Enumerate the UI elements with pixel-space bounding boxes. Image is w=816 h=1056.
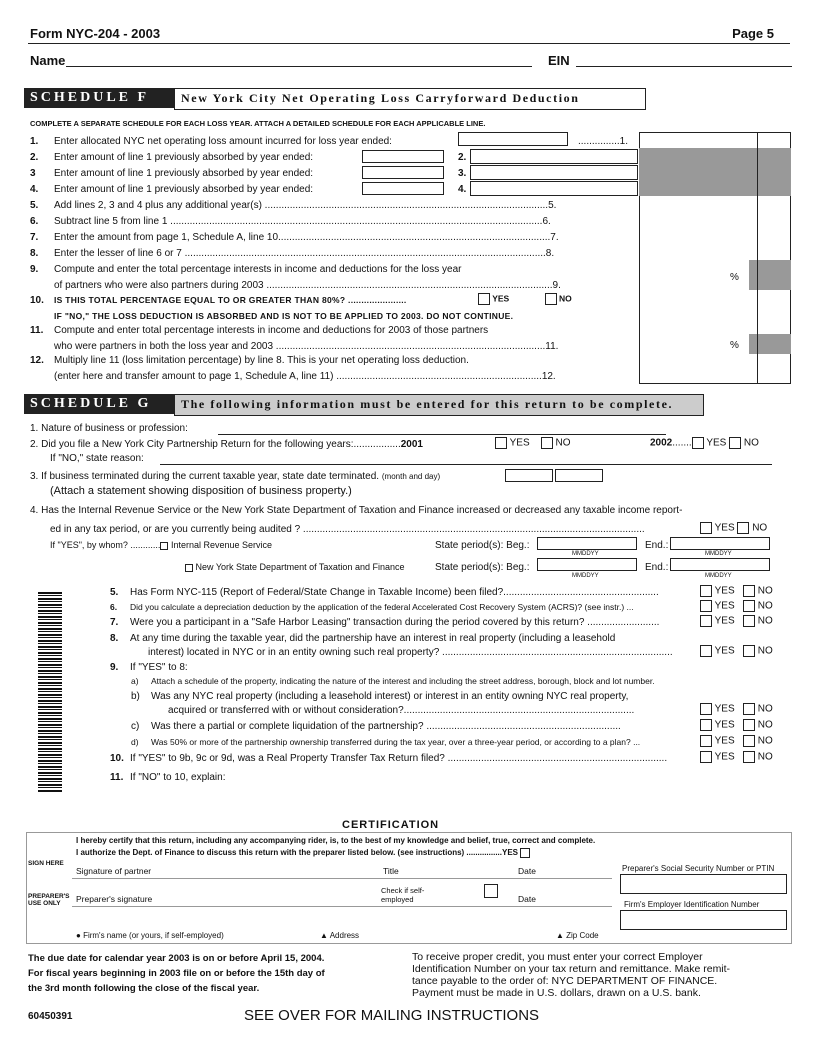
schedule-g-question: 9. If "YES" to 8:	[110, 662, 188, 673]
credit-text: To receive proper credit, you must enter your correct Employer Identification Number on your tax return and remittance. Make remit- tance payable to the order of: NYC DEPARTMENT OF FINANCE. Payment must be made in U.S. dollars, drawn on a U.S. bank.	[412, 951, 731, 999]
nys-checkbox[interactable]	[185, 564, 193, 572]
schedule-g-question: a) Attach a schedule of the property, indicating the nature of the interest and including the street address, borough, block and lot number.	[131, 676, 655, 686]
g-line-4b: ed in any tax period, or are you currently being audited ? ...........................................................................................................................	[50, 524, 645, 535]
end-date-1[interactable]	[670, 537, 770, 550]
g-line-2b: If "NO," state reason:	[50, 453, 144, 464]
schedule-g-question: d) Was 50% or more of the partnership ownership transferred during the tax year, over a three-year period, or according to a plan? ...	[131, 737, 641, 747]
schedule-f-line: 1. Enter allocated NYC net operating loss amount incurred for loss year ended: ...............1.	[30, 136, 629, 147]
yes-no-pair: YES NO	[700, 645, 773, 657]
authorize-yes-checkbox[interactable]	[520, 848, 530, 858]
nys-label: New York State Department of Taxation and Finance	[195, 562, 405, 572]
schedule-f-instructions: COMPLETE A SEPARATE SCHEDULE FOR EACH LOSS YEAR. ATTACH A DETAILED SCHEDULE FOR EACH APPLICABLE LINE.	[30, 119, 486, 128]
title-label: Title	[383, 866, 399, 876]
schedule-g-title: The following information must be entered for this return to be complete.	[174, 394, 704, 416]
schedule-g-question: b) Was any NYC real property (including a leasehold interest) or interest in an entity owning NYC real property,	[131, 691, 629, 702]
page-number: Page 5	[732, 26, 774, 41]
self-employed-label: Check if self-employed	[381, 886, 425, 904]
no-checkbox[interactable]	[743, 703, 755, 715]
schedule-f-line: 10. IS THIS TOTAL PERCENTAGE EQUAL TO OR GREATER THAN 80%? ...................... YES NO	[30, 293, 572, 306]
audit-no-checkbox[interactable]	[737, 522, 749, 534]
schedule-f-line: 11. Compute and enter total percentage interests in income and deductions for 2003 of those partners	[30, 325, 489, 336]
g-line-4: 4. Has the Internal Revenue Service or the New York State Department of Taxation and Finance increased or decreased any taxable income report-	[30, 505, 683, 516]
yes-checkbox[interactable]	[700, 719, 712, 731]
amount-box-2[interactable]	[470, 149, 638, 164]
schedule-g-question: 8. At any time during the taxable year, did the partnership have an interest in real property (including a leasehold	[110, 633, 616, 644]
yes-no-pair: YES NO	[700, 600, 773, 612]
schedule-f-line: who were partners in both the loss year and 2003 .................................................................................................11.	[54, 341, 559, 352]
cert-text-2: I authorize the Dept. of Finance to discuss this return with the preparer listed below. (see instructions) ................YES	[76, 848, 530, 858]
ein-label: EIN	[548, 53, 570, 68]
irs-label: Internal Revenue Service	[170, 540, 273, 550]
prep-sig-label: Preparer's signature	[76, 894, 153, 904]
beg-date-2[interactable]	[537, 558, 637, 571]
yes-no-pair: YES NO	[700, 703, 773, 715]
gray-block-9	[749, 260, 791, 290]
no-checkbox[interactable]	[743, 751, 755, 763]
no-checkbox[interactable]	[743, 585, 755, 597]
gray-block-11	[749, 334, 791, 354]
2002-yes-checkbox[interactable]	[692, 437, 704, 449]
yes-checkbox[interactable]	[700, 585, 712, 597]
schedule-g-question: 7. Were you a participant in a "Safe Harbor Leasing" transaction during the period covered by this return? ..........................	[110, 617, 660, 628]
fein-label: Firm's Employer Identification Number	[624, 900, 760, 909]
pct-11: %	[730, 340, 739, 351]
schedule-f-line: 5. Add lines 2, 3 and 4 plus any additional year(s) ......................................................................................................5.	[30, 200, 557, 211]
schedule-f-line: of partners who were also partners during 2003 .......................................................................................................9.	[54, 280, 561, 291]
name-label: Name	[30, 53, 66, 68]
g-line-3b: (Attach a statement showing disposition of business property.)	[50, 485, 352, 497]
no-checkbox[interactable]	[743, 735, 755, 747]
fein-box[interactable]	[620, 910, 787, 930]
schedule-f-line: 7. Enter the amount from page 1, Schedule A, line 10..................................................................................................7.	[30, 232, 559, 243]
year-box-3[interactable]	[362, 166, 444, 179]
schedule-f-title: New York City Net Operating Loss Carryforward Deduction	[174, 88, 646, 110]
g-line-1: 1. Nature of business or profession:	[30, 423, 188, 434]
term-day-box[interactable]	[555, 469, 603, 482]
address-label: ▲ Address	[320, 931, 360, 940]
name-field[interactable]	[66, 66, 532, 67]
schedule-g-tag: SCHEDULE G	[24, 394, 174, 414]
schedule-g-question: c) Was there a partial or complete liquidation of the partnership? ......................................................................	[131, 721, 621, 732]
prep-ssn-label: Preparer's Social Security Number or PTIN	[622, 864, 775, 873]
see-over-text: SEE OVER FOR MAILING INSTRUCTIONS	[244, 1007, 540, 1024]
no-checkbox[interactable]	[743, 645, 755, 657]
irs-checkbox[interactable]	[160, 542, 168, 550]
schedule-g-question: 6. Did you calculate a depreciation deduction by the application of the federal Accelerated Cost Recovery System (ACRS)? (see instr.) ...	[110, 602, 634, 612]
schedule-g-question: 5. Has Form NYC-115 (Report of Federal/State Change in Taxable Income) been filed?........................................................	[110, 587, 659, 598]
yes-checkbox[interactable]	[700, 751, 712, 763]
reason-field[interactable]	[160, 464, 772, 465]
self-employed-checkbox[interactable]	[484, 884, 498, 898]
80pct-no-checkbox[interactable]	[545, 293, 557, 305]
form-code: 60450391	[28, 1011, 73, 1022]
audit-yes-checkbox[interactable]	[700, 522, 712, 534]
nature-of-business-field[interactable]	[218, 434, 666, 435]
loss-year-box[interactable]	[458, 132, 568, 146]
schedule-f-line: 3 Enter amount of line 1 previously absorbed by year ended: 3.	[30, 168, 467, 179]
yes-no-pair: YES NO	[700, 735, 773, 747]
schedule-f-line: 12. Multiply line 11 (loss limitation percentage) by line 8. This is your net operating loss deduction.	[30, 355, 469, 366]
g-line-2: 2. Did you file a New York City Partnership Return for the following years:.................2001	[30, 439, 423, 450]
2002-no-checkbox[interactable]	[729, 437, 741, 449]
state-period-1: State period(s): Beg.:	[435, 540, 530, 551]
2001-no-checkbox[interactable]	[541, 437, 553, 449]
barcode	[38, 592, 62, 792]
yes-no-pair: YES NO	[700, 719, 773, 731]
80pct-yes-checkbox[interactable]	[478, 293, 490, 305]
term-month-box[interactable]	[505, 469, 553, 482]
schedule-f-line: 9. Compute and enter the total percentage interests in income and deductions for the loss year	[30, 264, 462, 275]
no-checkbox[interactable]	[743, 719, 755, 731]
schedule-f-line: IF "NO," THE LOSS DEDUCTION IS ABSORBED AND IS NOT TO BE APPLIED TO 2003. DO NOT CONTINUE.	[54, 311, 514, 321]
schedule-f-line: 8. Enter the lesser of line 6 or 7 ..................................................................................................................................8.	[30, 248, 555, 259]
schedule-f-line: 4. Enter amount of line 1 previously absorbed by year ended: 4.	[30, 184, 467, 195]
zip-label: ▲ Zip Code	[556, 931, 599, 940]
yes-checkbox[interactable]	[700, 615, 712, 627]
due-date-text: The due date for calendar year 2003 is on or before April 15, 2004. For fiscal years beginning in 2003 file on or before the 15th day of the 3rd month following the close of the fiscal year.	[28, 953, 325, 994]
ein-field[interactable]	[576, 66, 792, 67]
cert-text-1: I hereby certify that this return, including any accompanying rider, is, to the best of my knowledge and belief, true, correct and complete.	[76, 836, 596, 845]
no-checkbox[interactable]	[743, 615, 755, 627]
year-box-2[interactable]	[362, 150, 444, 163]
no-checkbox[interactable]	[743, 600, 755, 612]
schedule-f-line: (enter here and transfer amount to page 1, Schedule A, line 11) ..........................................................................12.	[54, 371, 556, 382]
gray-block	[639, 148, 791, 196]
schedule-g-question: 11. If "NO" to 10, explain:	[110, 772, 226, 783]
schedule-f-tag: SCHEDULE F	[24, 88, 174, 108]
prep-ssn-box[interactable]	[620, 874, 787, 894]
yes-checkbox[interactable]	[700, 645, 712, 657]
date-label-1: Date	[518, 866, 536, 876]
yes-no-pair: YES NO	[700, 751, 773, 763]
form-id: Form NYC-204 - 2003	[30, 26, 161, 41]
schedule-f-line: 2. Enter amount of line 1 previously absorbed by year ended: 2.	[30, 152, 467, 163]
state-period-2: State period(s): Beg.:	[435, 562, 530, 573]
schedule-g-question: acquired or transferred with or without consideration?...................................................................................	[168, 705, 635, 716]
pct-9: %	[730, 272, 739, 283]
amount-box-3[interactable]	[470, 165, 638, 180]
schedule-g-question: 10. If "YES" to 9b, 9c or 9d, was a Real Property Transfer Tax Return filed? ...............................................................................	[110, 753, 668, 764]
yes-checkbox[interactable]	[700, 735, 712, 747]
sign-here-label: SIGN HERE	[28, 860, 64, 867]
firm-name-label: ● Firm's name (or yours, if self-employed)	[76, 931, 224, 940]
date-label-2: Date	[518, 894, 536, 904]
beg-date-1[interactable]	[537, 537, 637, 550]
schedule-g-question: interest) located in NYC or in an entity owning such real property? ...................................................................................	[148, 647, 673, 658]
g-line-3: 3. If business terminated during the current taxable year, state date terminated. (month and day)	[30, 471, 441, 482]
certification-title: CERTIFICATION	[342, 819, 440, 831]
year-box-4[interactable]	[362, 182, 444, 195]
yes-checkbox[interactable]	[700, 600, 712, 612]
2001-yes-checkbox[interactable]	[495, 437, 507, 449]
yes-no-pair: YES NO	[700, 585, 773, 597]
preparer-use-label: PREPARER'S USE ONLY	[28, 893, 70, 907]
schedule-f-line: 6. Subtract line 5 from line 1 ......................................................................................................................................6.	[30, 216, 551, 227]
amount-box-4[interactable]	[470, 181, 638, 196]
sig-partner-label: Signature of partner	[76, 866, 152, 876]
yes-checkbox[interactable]	[700, 703, 712, 715]
yes-no-pair: YES NO	[700, 615, 773, 627]
end-date-2[interactable]	[670, 558, 770, 571]
